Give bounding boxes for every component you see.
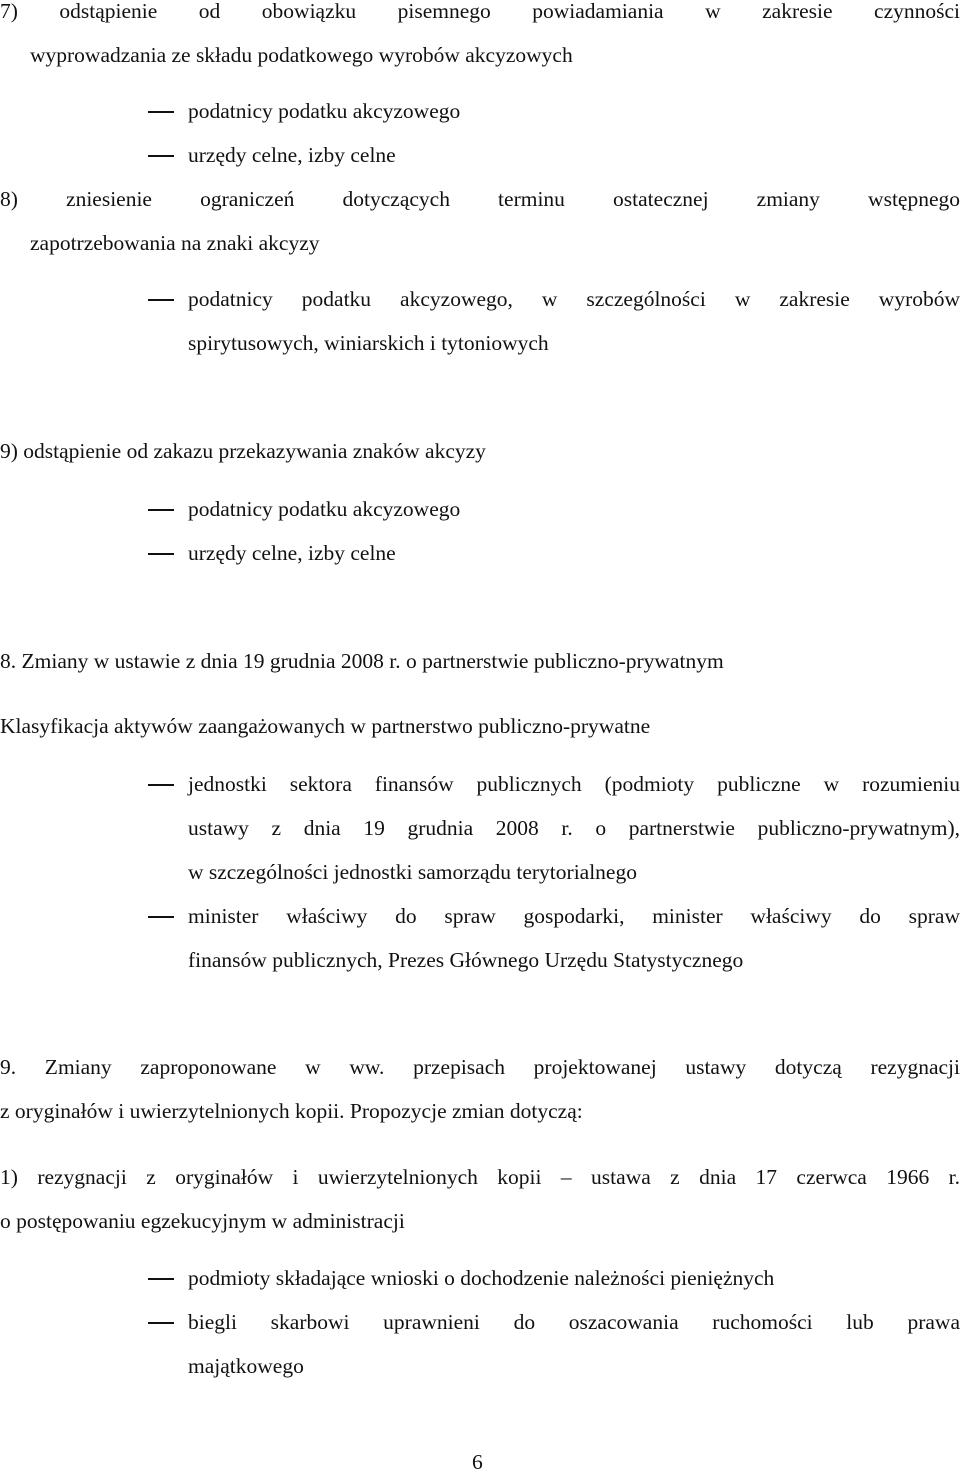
item-7-bullet-1: podatnicy podatku akcyzowego	[188, 99, 461, 123]
bullet-dash	[148, 155, 174, 157]
item-7-bullet-2: urzędy celne, izby celne	[188, 143, 396, 167]
page-number: 6	[472, 1450, 483, 1474]
bullet-dash	[148, 111, 174, 113]
item-7-line-1: 7) odstąpienie od obowiązku pisemnego powiadamiania w zakresie czynności	[0, 0, 960, 23]
section-9-bullet-2-line-2: majątkowego	[188, 1354, 304, 1378]
item-8-bullet-1-line-1: podatnicy podatku akcyzowego, w szczególności w zakresie wyrobów	[188, 287, 960, 311]
bullet-dash	[148, 553, 174, 555]
section-9-item-1-line-2: o postępowaniu egzekucyjnym w administracji	[0, 1209, 405, 1233]
item-7-line-2: wyprowadzania ze składu podatkowego wyrobów akcyzowych	[30, 43, 573, 67]
item-9-bullet-1: podatnicy podatku akcyzowego	[188, 497, 461, 521]
bullet-dash	[148, 509, 174, 511]
section-9-paragraph-line-1: 9. Zmiany zaproponowane w ww. przepisach projektowanej ustawy dotyczą rezygnacji	[0, 1055, 960, 1079]
section-8-bullet-2-line-2: finansów publicznych, Prezes Głównego Urzędu Statystycznego	[188, 948, 744, 972]
section-9-item-1-line-1: 1) rezygnacji z oryginałów i uwierzytelnionych kopii – ustawa z dnia 17 czerwca 1966 r.	[0, 1165, 960, 1189]
item-9-bullet-2: urzędy celne, izby celne	[188, 541, 396, 565]
item-8-line-1: 8) zniesienie ograniczeń dotyczących terminu ostatecznej zmiany wstępnego	[0, 187, 960, 211]
bullet-dash	[148, 299, 174, 301]
section-8-subheading: Klasyfikacja aktywów zaangażowanych w partnerstwo publiczno-prywatne	[0, 714, 651, 738]
bullet-dash	[148, 784, 174, 786]
section-8-bullet-1-line-3: w szczególności jednostki samorządu terytorialnego	[188, 860, 637, 884]
item-8-line-2: zapotrzebowania na znaki akcyzy	[30, 231, 320, 255]
bullet-dash	[148, 1278, 174, 1280]
item-9-line-1: 9) odstąpienie od zakazu przekazywania znaków akcyzy	[0, 439, 486, 463]
section-8-bullet-1-line-1: jednostki sektora finansów publicznych (podmioty publiczne w rozumieniu	[188, 772, 960, 796]
section-9-bullet-2-line-1: biegli skarbowi uprawnieni do oszacowania ruchomości lub prawa	[188, 1310, 960, 1334]
section-8-bullet-2-line-1: minister właściwy do spraw gospodarki, minister właściwy do spraw	[188, 904, 960, 928]
item-8-bullet-1-line-2: spirytusowych, winiarskich i tytoniowych	[188, 331, 549, 355]
section-8-heading: 8. Zmiany w ustawie z dnia 19 grudnia 2008 r. o partnerstwie publiczno-prywatnym	[0, 649, 724, 673]
bullet-dash	[148, 1322, 174, 1324]
section-8-bullet-1-line-2: ustawy z dnia 19 grudnia 2008 r. o partnerstwie publiczno-prywatnym),	[188, 816, 960, 840]
section-9-bullet-1: podmioty składające wnioski o dochodzenie należności pieniężnych	[188, 1266, 775, 1290]
bullet-dash	[148, 916, 174, 918]
section-9-paragraph-line-2: z oryginałów i uwierzytelnionych kopii. Propozycje zmian dotyczą:	[0, 1099, 583, 1123]
